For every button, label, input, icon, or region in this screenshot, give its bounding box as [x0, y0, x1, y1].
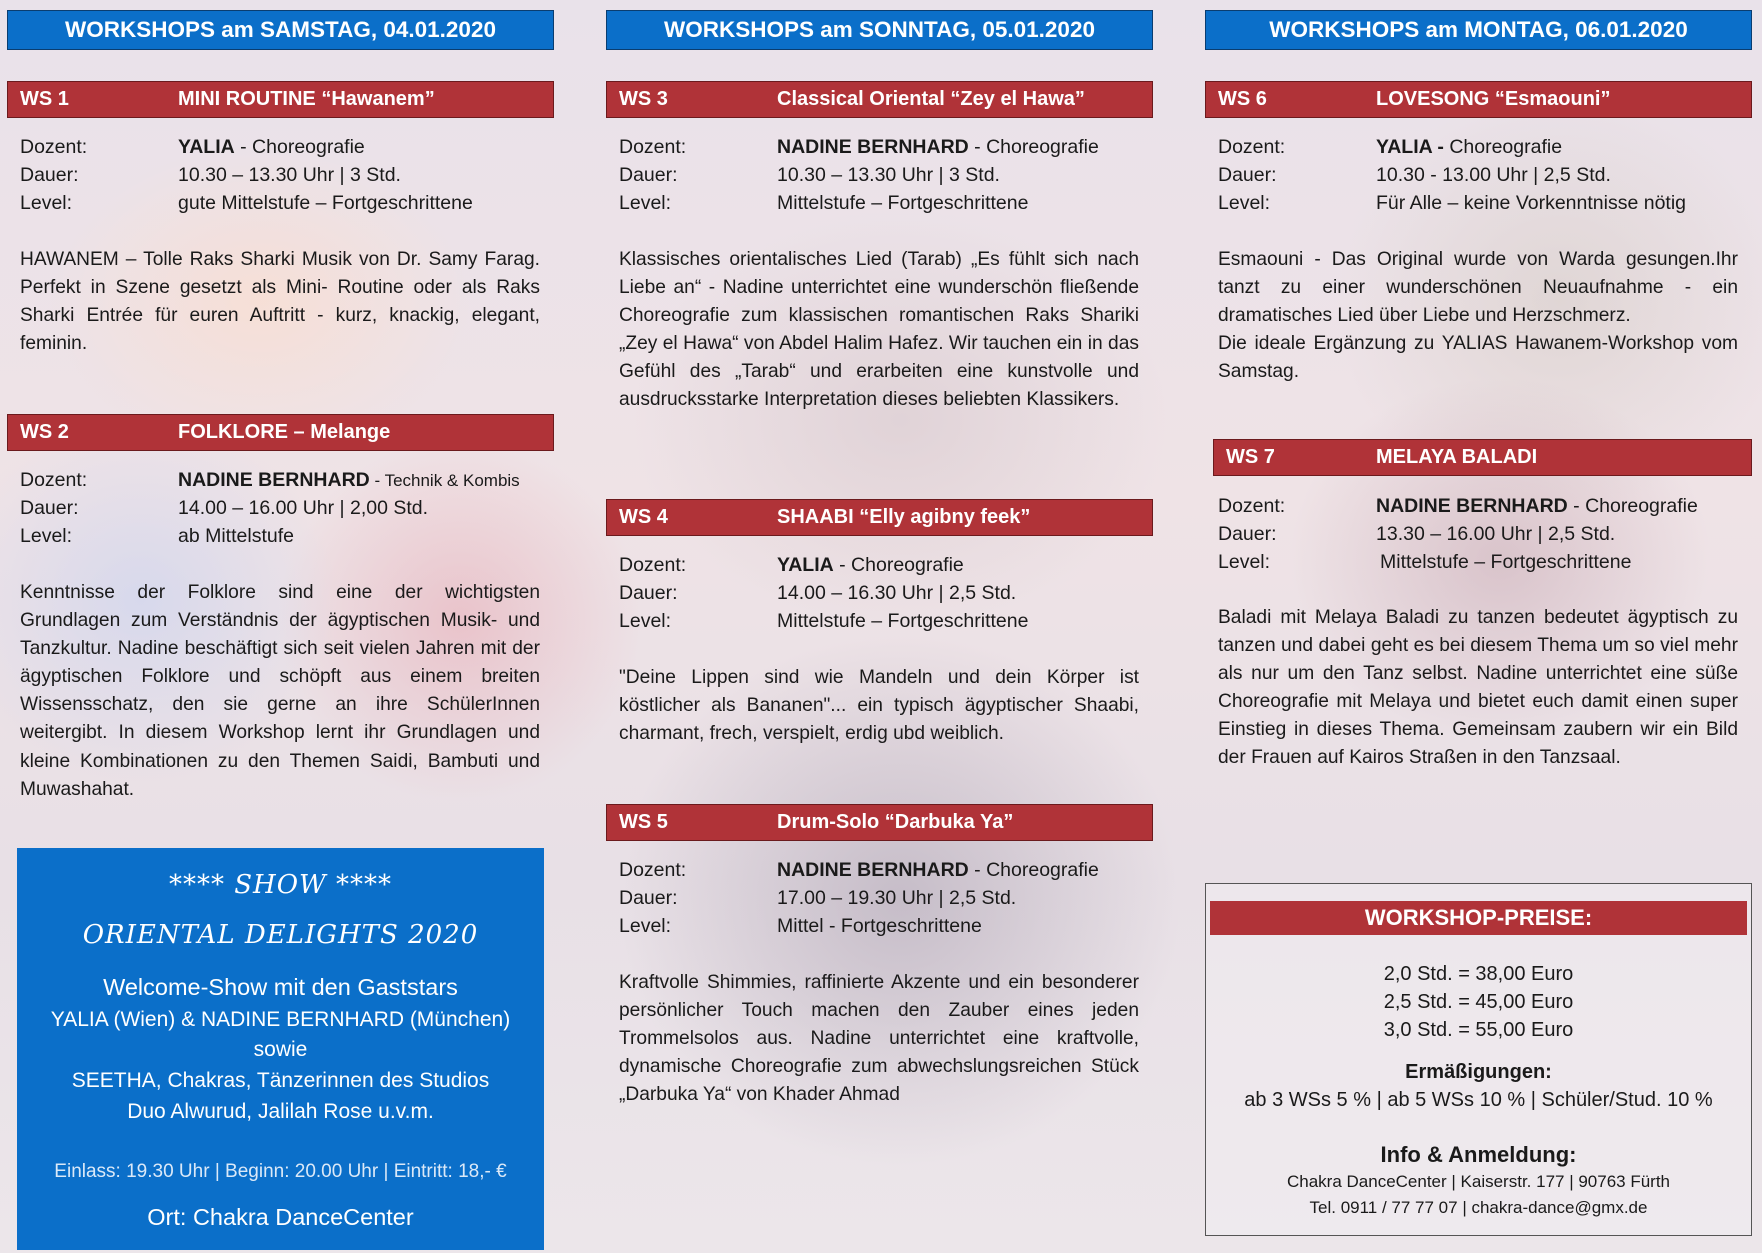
show-box — [17, 848, 544, 1250]
ws2-title: FOLKLORE – Melange — [178, 421, 391, 443]
ws1-header — [7, 81, 554, 118]
price-box — [1205, 883, 1752, 1236]
ws2-dauer: 14.00 – 16.00 Uhr | 2,00 Std. — [178, 497, 429, 519]
ws6-info — [1218, 133, 1748, 217]
ws7-dozent-role: - Choreografie — [1567, 495, 1698, 517]
price-2-5h: 2,5 Std. = 45,00 Euro — [1383, 991, 1574, 1013]
ws6-level: Für Alle – keine Vorkenntnisse nötig — [1376, 192, 1687, 214]
ws7-level: Mittelstufe – Fortgeschrittene — [1380, 551, 1632, 573]
dozent-label: Dozent: — [20, 136, 88, 158]
ws3-header — [606, 81, 1153, 118]
ws1-title: MINI ROUTINE “Hawanem” — [178, 88, 435, 110]
ws3-level: Mittelstufe – Fortgeschrittene — [777, 192, 1029, 214]
ws1-dozent-role: - Choreografie — [234, 136, 365, 158]
dauer-label: Dauer: — [1218, 523, 1277, 545]
ws1-dauer: 10.30 – 13.30 Uhr | 3 Std. — [178, 164, 401, 186]
show-subtitle: Welcome-Show mit den Gaststars — [103, 974, 458, 1000]
ws4-level: Mittelstufe – Fortgeschrittene — [777, 610, 1029, 632]
ws3-description: Klassisches orientalisches Lied (Tarab) „Es fühlt sich nach Liebe an“ - Nadine unterrichtet eine wunderschön fließende Choreografie zum klassischen romantischen Raks Shariki „Zey el Hawa“ von Abdel Halim Hafez. Wir tauchen ein in das Gefühl des „Tarab“ und erarbeiten eine kunstvolle und ausdrucksstarke Interpretation dieses beliebten Klassikers. — [619, 249, 1139, 411]
dauer-label: Dauer: — [20, 497, 79, 519]
show-location: Ort: Chakra DanceCenter — [147, 1204, 414, 1230]
level-label: Level: — [1218, 192, 1271, 214]
ws5-dozent-role: - Choreografie — [968, 859, 1099, 881]
level-label: Level: — [20, 525, 73, 547]
dozent-label: Dozent: — [619, 136, 687, 158]
ws7-dozent: NADINE BERNHARD — [1376, 495, 1568, 517]
ws3-dauer: 10.30 – 13.30 Uhr | 3 Std. — [777, 164, 1000, 186]
ws2-dozent: NADINE BERNHARD — [178, 469, 370, 491]
day-header-saturday: WORKSHOPS am SAMSTAG, 04.01.2020 — [7, 10, 554, 50]
ws5-dozent: NADINE BERNHARD — [777, 859, 969, 881]
show-guests: YALIA (Wien) & NADINE BERNHARD (München) — [50, 1008, 511, 1031]
show-name: ORIENTAL DELIGHTS 2020 — [82, 920, 479, 950]
ws7-header — [1213, 439, 1752, 476]
show-performers-1: SEETHA, Chakras, Tänzerinnen des Studios — [71, 1069, 490, 1092]
ws2-description: Kenntnisse der Folklore sind eine der wichtigsten Grundlagen zum Verständnis der ägyptischen Musik- und Tanzkultur. Nadine beschäftigt sich seit vielen Jahren mit der ägyptischen Folklore und schöpft aus einem breiten Wissensschatz, den sie gerne an ihre SchülerInnen weitergibt. In diesem Workshop lernt ihr Grundlagen und kleine Kombinationen zu den Themen Saidi, Bambuti und Muwashahat. — [20, 582, 540, 800]
ws1-description: HAWANEM – Tolle Raks Sharki Musik von Dr. Samy Farag. Perfekt in Szene gesetzt als Mini- Routine oder als Raks Sharki Entrée für euren Auftritt - kurz, knackig, elegant, feminin. — [20, 249, 540, 355]
ws2-info — [20, 466, 550, 550]
ws7-description: Baladi mit Melaya Baladi zu tanzen bedeutet ägyptisch zu tanzen und dabei geht es bei diesem Thema um so viel mehr als nur um den Tanz selbst. Nadine unterrichtet eine süße Choreografie mit Melaya und bietet euch damit einen super Einstieg in dieses Thema. Gemeinsam zaubern wir ein Bild der Frauen auf Kairos Straßen in den Tanzsaal. — [1218, 607, 1738, 769]
day-header-sunday: WORKSHOPS am SONNTAG, 05.01.2020 — [606, 10, 1153, 50]
ws5-description: Kraftvolle Shimmies, raffinierte Akzente und ein besonderer persönlicher Touch machen den Zauber eines jeden Trommelsolos aus. Nadine unterrichtet eine kraftvolle, dynamische Choreografie zum abwechslungsreichen Stück „Darbuka Ya“ von Khader Ahmad — [619, 972, 1139, 1106]
ws6-dauer: 10.30 - 13.00 Uhr | 2,5 Std. — [1376, 164, 1611, 186]
day-header-monday: WORKSHOPS am MONTAG, 06.01.2020 — [1205, 10, 1752, 50]
ws2-number: WS 2 — [20, 421, 69, 443]
ws7-dauer: 13.30 – 16.00 Uhr | 2,5 Std. — [1376, 523, 1616, 545]
ws5-header — [606, 804, 1153, 841]
ws5-dauer: 17.00 – 19.30 Uhr | 2,5 Std. — [777, 887, 1017, 909]
ws4-dozent-role: - Choreografie — [833, 554, 964, 576]
level-label: Level: — [619, 192, 672, 214]
ws7-info — [1218, 492, 1748, 576]
ws3-number: WS 3 — [619, 88, 668, 110]
contact-address: Chakra DanceCenter | Kaiserstr. 177 | 90763 Fürth — [1286, 1172, 1671, 1191]
show-sowie: sowie — [253, 1038, 308, 1061]
dozent-label: Dozent: — [619, 554, 687, 576]
show-times: Einlass: 19.30 Uhr | Beginn: 20.00 Uhr | Eintritt: 18,- € — [54, 1161, 507, 1182]
level-label: Level: — [1218, 551, 1271, 573]
ws7-number: WS 7 — [1226, 446, 1275, 468]
ws4-number: WS 4 — [619, 506, 668, 528]
level-label: Level: — [619, 610, 672, 632]
ws4-description: "Deine Lippen sind wie Mandeln und dein Körper ist köstlicher als Bananen"... ein typisch ägyptischer Shaabi, charmant, frech, verspielt, erdig ubd weiblich. — [619, 667, 1139, 745]
ws4-dauer: 14.00 – 16.30 Uhr | 2,5 Std. — [777, 582, 1017, 604]
ws3-info — [619, 133, 1149, 217]
ws2-header — [7, 414, 554, 451]
ws1-dozent: YALIA — [178, 136, 235, 158]
dauer-label: Dauer: — [619, 887, 678, 909]
ws5-title: Drum-Solo “Darbuka Ya” — [777, 811, 1014, 833]
ws6-number: WS 6 — [1218, 88, 1267, 110]
dozent-label: Dozent: — [20, 469, 88, 491]
dozent-label: Dozent: — [619, 859, 687, 881]
discount-title: Ermäßigungen: — [1405, 1061, 1552, 1083]
ws1-info — [20, 133, 550, 217]
ws6-dozent: YALIA - — [1376, 136, 1444, 158]
ws5-level: Mittel - Fortgeschrittene — [777, 915, 982, 937]
ws6-description-p2: Die ideale Ergänzung zu YALIAS Hawanem-Workshop vom Samstag. — [1218, 333, 1738, 383]
ws4-info — [619, 551, 1149, 635]
ws1-number: WS 1 — [20, 88, 69, 110]
ws4-title: SHAABI “Elly agibny feek” — [777, 506, 1031, 528]
ws6-description — [1218, 246, 1738, 386]
ws5-info — [619, 856, 1149, 940]
ws6-title: LOVESONG “Esmaouni” — [1376, 88, 1611, 110]
dozent-label: Dozent: — [1218, 136, 1286, 158]
contact-phone-email: Tel. 0911 / 77 77 07 | chakra-dance@gmx.de — [1309, 1198, 1648, 1217]
ws1-level: gute Mittelstufe – Fortgeschrittene — [178, 192, 473, 214]
ws3-title: Classical Oriental “Zey el Hawa” — [777, 88, 1085, 110]
discount-details: ab 3 WSs 5 % | ab 5 WSs 10 % | Schüler/Stud. 10 % — [1244, 1089, 1713, 1111]
ws6-dozent-role: Choreografie — [1443, 136, 1563, 158]
info-title: Info & Anmeldung: — [1380, 1142, 1577, 1167]
dauer-label: Dauer: — [619, 164, 678, 186]
ws3-dozent-role: - Choreografie — [968, 136, 1099, 158]
dozent-label: Dozent: — [1218, 495, 1286, 517]
ws5-number: WS 5 — [619, 811, 668, 833]
ws6-description-p1: Esmaouni - Das Original wurde von Warda gesungen.Ihr tanzt zu einer wunderschönen Neuaufnahme - ein dramatisches Lied über Liebe und Herzschmerz. — [1218, 249, 1738, 327]
ws3-dozent: NADINE BERNHARD — [777, 136, 969, 158]
price-2h: 2,0 Std. = 38,00 Euro — [1383, 963, 1574, 985]
ws6-header — [1205, 81, 1752, 118]
ws4-dozent: YALIA — [777, 554, 834, 576]
show-performers-2: Duo Alwurud, Jalilah Rose u.v.m. — [127, 1100, 434, 1123]
dauer-label: Dauer: — [1218, 164, 1277, 186]
show-title: **** SHOW **** — [168, 870, 393, 900]
price-3h: 3,0 Std. = 55,00 Euro — [1383, 1019, 1574, 1041]
ws7-title: MELAYA BALADI — [1376, 446, 1538, 468]
ws2-level: ab Mittelstufe — [178, 525, 294, 547]
level-label: Level: — [619, 915, 672, 937]
dauer-label: Dauer: — [619, 582, 678, 604]
ws2-dozent-role: - Technik & Kombis — [369, 471, 520, 490]
price-title: WORKSHOP-PREISE: — [1210, 901, 1747, 935]
level-label: Level: — [20, 192, 73, 214]
dauer-label: Dauer: — [20, 164, 79, 186]
ws4-header — [606, 499, 1153, 536]
